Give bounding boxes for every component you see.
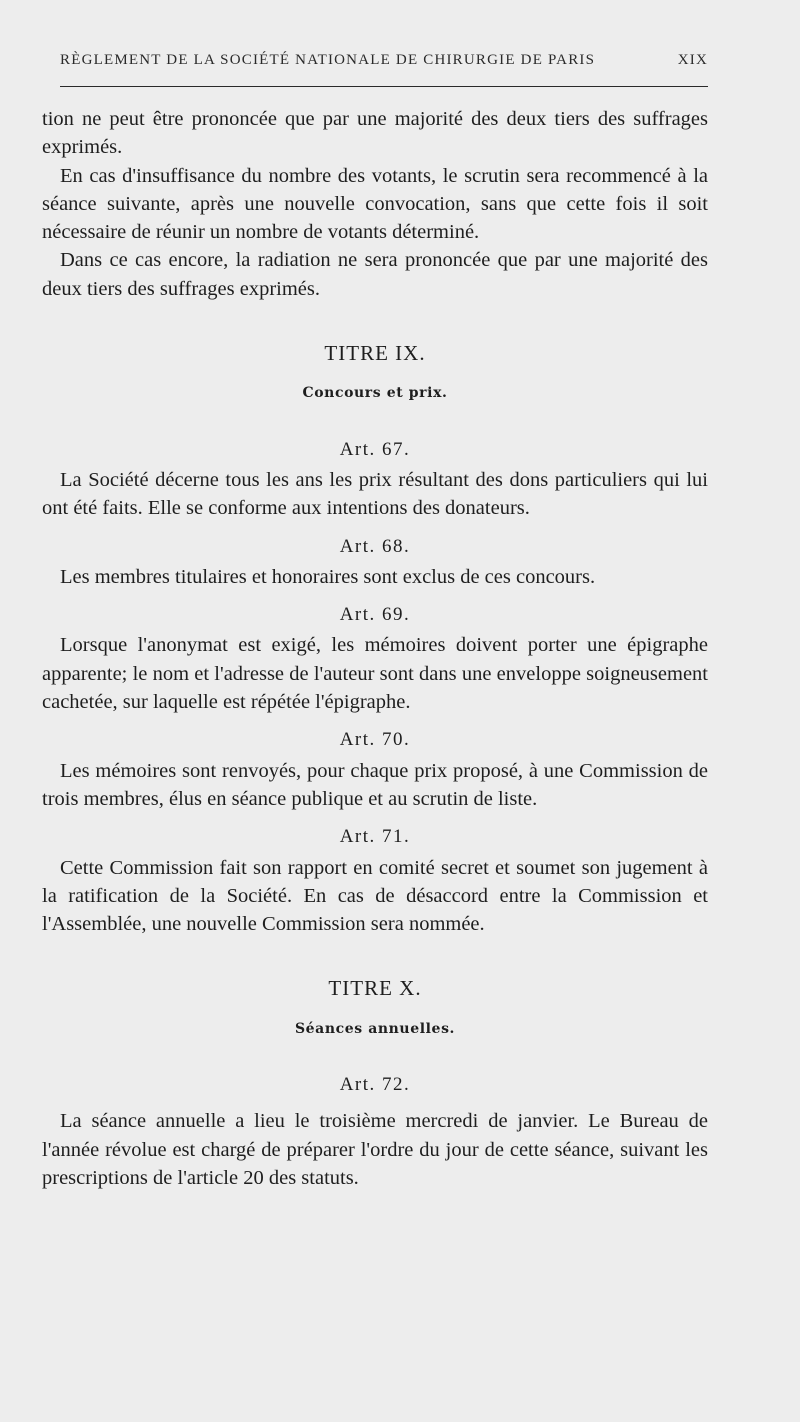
article-text: Lorsque l'anonymat est exigé, les mémoires doivent porter une épigraphe apparente; le nom et l'adresse de l'auteur sont dans une enveloppe soigneusement cachetée, sur laquelle est répétée l'épigraphe. — [42, 634, 708, 714]
section-subtitle: Concours et prix. — [302, 385, 448, 402]
article-text: Les membres titulaires et honoraires sont exclus de ces concours. — [60, 565, 596, 588]
section-subtitle: Séances annuelles. — [294, 1020, 456, 1037]
article-heading: Art. 67. — [339, 438, 411, 460]
article-text: La séance annuelle a lieu le troisième mercredi de janvier. Le Bureau de l'année révolue est chargé de préparer l'ordre du jour de cette séance, suivant les prescriptions de l'article 20 des statuts. — [42, 1110, 708, 1189]
header-rule — [60, 86, 708, 87]
paragraph: Dans ce cas encore, la radiation ne sera prononcée que par une majorité des deux tiers des suffrages exprimés. — [42, 249, 708, 300]
document-body — [42, 105, 708, 1192]
article-text: La Société décerne tous les ans les prix résultant des dons particuliers qui lui ont été faits. Elle se conforme aux intentions des donateurs. — [42, 468, 708, 520]
article-heading: Art. 70. — [339, 729, 411, 751]
paragraph: En cas d'insuffisance du nombre des votants, le scrutin sera recommencé à la séance suivante, après une nouvelle convocation, sans que cette fois il soit nécessaire de réunir un nombre de votants déterminé. — [42, 164, 708, 244]
section-title: TITRE X. — [328, 976, 422, 1001]
article-heading: Art. 71. — [339, 826, 411, 848]
article-heading: Art. 68. — [339, 535, 411, 557]
article-heading: Art. 72. — [339, 1074, 411, 1096]
section-title: TITRE IX. — [324, 341, 426, 366]
running-header — [60, 52, 708, 72]
running-title: RÈGLEMENT DE LA SOCIÉTÉ NATIONALE DE CHIRURGIE DE PARIS — [60, 52, 596, 68]
paragraph: tion ne peut être prononcée que par une majorité des deux tiers des suffrages exprimés. — [42, 108, 708, 159]
article-heading: Art. 69. — [339, 604, 411, 626]
article-text: Les mémoires sont renvoyés, pour chaque prix proposé, à une Commission de trois membres, élus en séance publique et au scrutin de liste. — [42, 759, 708, 810]
article-text: Cette Commission fait son rapport en comité secret et soumet son jugement à la ratification de la Société. En cas de désaccord entre la Commission et l'Assemblée, une nouvelle Commission sera nommée. — [42, 856, 708, 936]
page-number: XIX — [677, 52, 708, 68]
